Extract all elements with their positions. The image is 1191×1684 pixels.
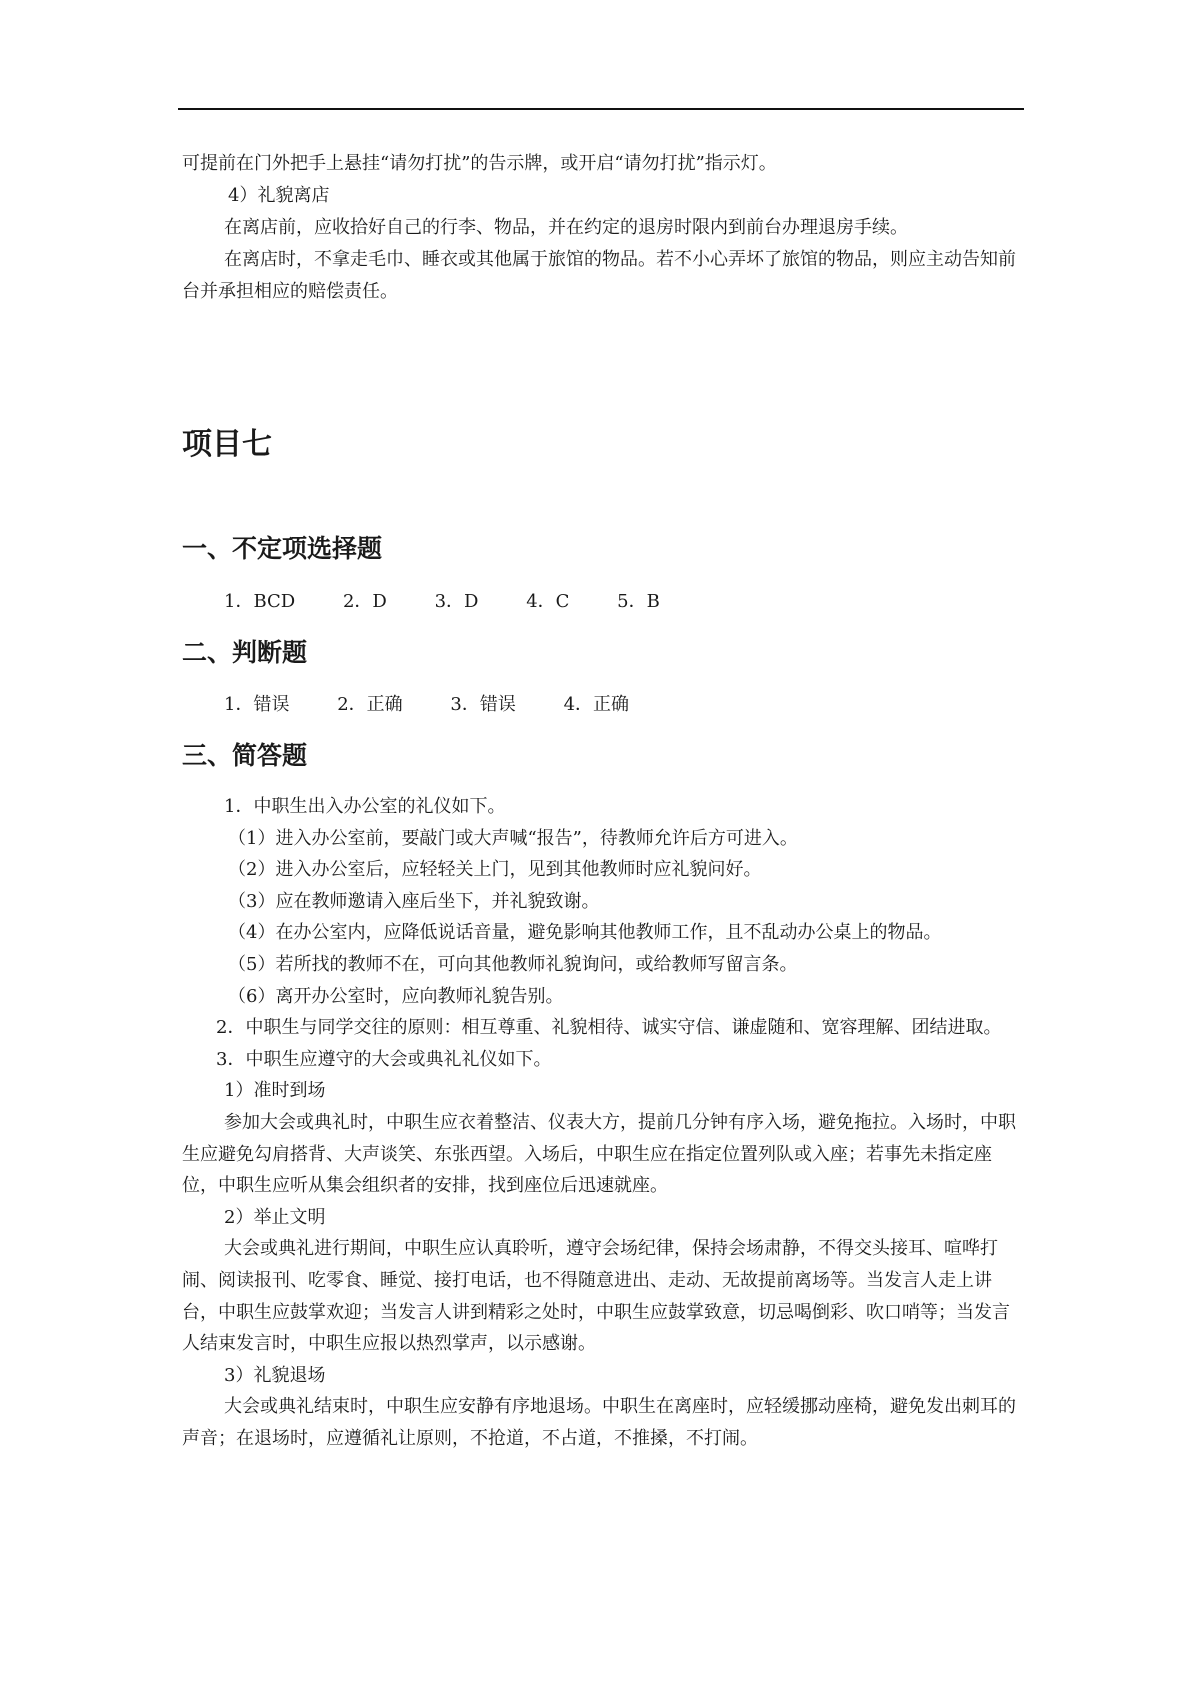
paragraph: 3．中职生应遵守的大会或典礼礼仪如下。: [216, 1048, 552, 1070]
answer-item: 3．错误: [450, 694, 516, 715]
answer-list-multiple-choice: [224, 588, 702, 616]
paragraph: 2．中职生与同学交往的原则：相互尊重、礼貌相待、诚实守信、谦虚随和、宽容理解、团结进取。: [216, 1017, 1002, 1039]
paragraph: （3）应在教师邀请入座后坐下，并礼貌致谢。: [228, 890, 600, 912]
paragraph: 在离店前，应收拾好自己的行李、物品，并在约定的退房时限内到前台办理退房手续。: [224, 217, 908, 238]
paragraph: 在离店时，不拿走毛巾、睡衣或其他属于旅馆的物品。若不小心弄坏了旅馆的物品，则应主动告知前台并承担相应的赔偿责任。: [182, 249, 1016, 302]
answer-item: 4．C: [526, 591, 570, 612]
answer-item: 5．B: [617, 591, 660, 612]
answer-item: 4．正确: [563, 694, 630, 715]
paragraph: 参加大会或典礼时，中职生应衣着整洁、仪表大方，提前几分钟有序入场，避免拖拉。入场时，中职生应避免勾肩搭背、大声谈笑、东张西望。入场后，中职生应在指定位置列队或入座；若事先未指定座位，中职生应听从集会组织者的安排，找到座位后迅速就座。: [182, 1111, 1016, 1197]
subheading-leave-hotel: 4）礼貌离店: [228, 185, 330, 206]
answer-item: 2．正确: [337, 694, 403, 715]
paragraph: 1．中职生出入办公室的礼仪如下。: [224, 796, 506, 817]
paragraph: （1）进入办公室前，要敲门或大声喊“报告”，待教师允许后方可进入。: [228, 827, 798, 849]
project-title: 项目七: [182, 427, 272, 462]
answer-item: 2．D: [342, 591, 387, 612]
paragraph: 大会或典礼结束时，中职生应安静有序地退场。中职生在离座时，应轻缓挪动座椅，避免发出刺耳的声音；在退场时，应遵循礼让原则，不抢道，不占道，不推搡，不打闹。: [182, 1396, 1016, 1449]
header-rule: [178, 108, 1024, 110]
paragraph: （4）在办公室内，应降低说话音量，避免影响其他教师工作，且不乱动办公桌上的物品。: [228, 922, 942, 944]
section-title-short-answer: 三、简答题: [182, 741, 308, 770]
answer-item: 3．D: [434, 591, 479, 612]
subheading: 1）准时到场: [224, 1080, 326, 1102]
subheading: 3）礼貌退场: [224, 1364, 326, 1386]
top-text-block: [182, 148, 1020, 308]
subheading: 2）举止文明: [224, 1206, 326, 1228]
answer-item: 1．错误: [224, 694, 290, 715]
section-title-true-false: 二、判断题: [182, 638, 308, 667]
paragraph: 可提前在门外把手上悬挂“请勿打扰”的告示牌，或开启“请勿打扰”指示灯。: [182, 153, 777, 174]
paragraph: （2）进入办公室后，应轻轻关上门，见到其他教师时应礼貌问好。: [228, 859, 762, 881]
paragraph: （5）若所找的教师不在，可向其他教师礼貌询问，或给教师写留言条。: [228, 953, 798, 975]
paragraph: （6）离开办公室时，应向教师礼貌告别。: [228, 985, 564, 1007]
section-title-multiple-choice: 一、不定项选择题: [182, 534, 383, 563]
short-answer-body: [182, 791, 1020, 1454]
answer-list-true-false: [224, 691, 671, 719]
paragraph: 大会或典礼进行期间，中职生应认真聆听，遵守会场纪律，保持会场肃静，不得交头接耳、喧哗打闹、阅读报刊、吃零食、睡觉、接打电话，也不得随意进出、走动、无故提前离场等。当发言人走上讲台，中职生应鼓掌欢迎；当发言人讲到精彩之处时，中职生应鼓掌致意，切忌喝倒彩、吹口哨等；当发言人结束发言时，中职生应报以热烈掌声，以示感谢。: [182, 1238, 1010, 1355]
answer-item: 1．BCD: [224, 591, 296, 612]
